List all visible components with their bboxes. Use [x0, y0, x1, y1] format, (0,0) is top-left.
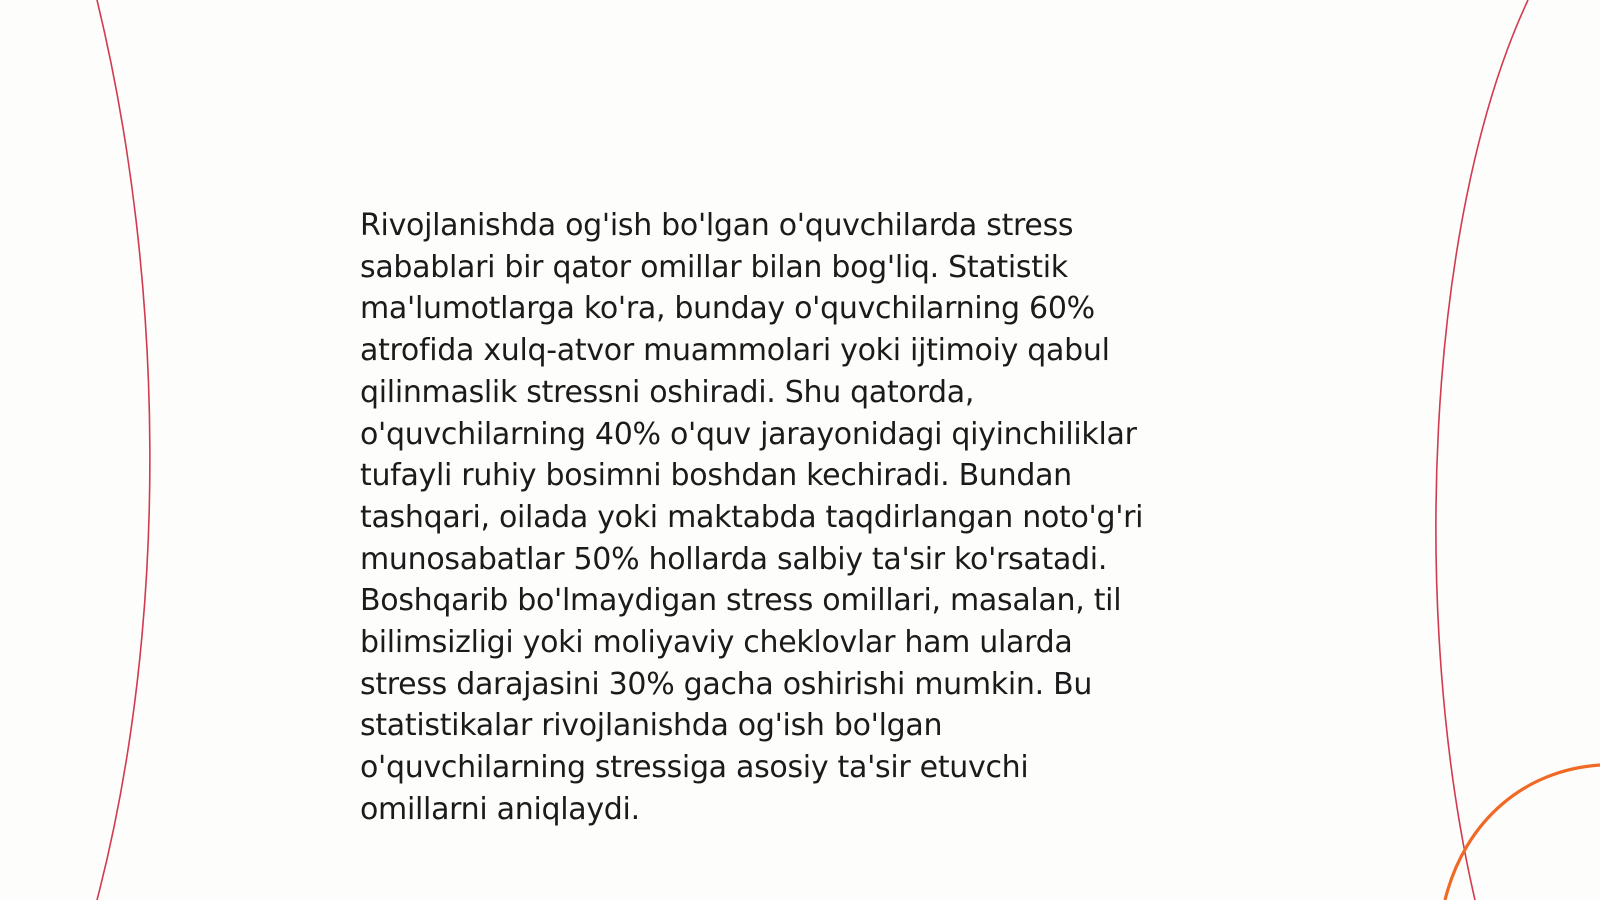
left-arc-decoration [97, 0, 150, 900]
orange-circle-decoration [1445, 765, 1600, 900]
right-arc-decoration [1436, 0, 1528, 900]
body-paragraph: Rivojlanishda og'ish bo'lgan o'quvchilarda stress sabablari bir qator omillar bilan bog'liq. Statistik ma'lumotlarga ko'ra, bunday o'quvchilarning 60% atrofida xulq-atvor muammolari yoki ijtimoiy qabul qilinmaslik stressni oshiradi. Shu qatorda, o'quvchilarning 40% o'quv jarayonidagi qiyinchiliklar tufayli ruhiy bosimni boshdan kechiradi. Bundan tashqari, oilada yoki maktabda taqdirlangan noto'g'ri munosabatlar 50% hollarda salbiy ta'sir ko'rsatadi. Boshqarib bo'lmaydigan stress omillari, masalan, til bilimsizligi yoki moliyaviy cheklovlar ham ularda stress darajasini 30% gacha oshirishi mumkin. Bu statistikalar rivojlanishda og'ish bo'lgan o'quvchilarning stressiga asosiy ta'sir etuvchi omillarni aniqlaydi. [360, 208, 1144, 827]
